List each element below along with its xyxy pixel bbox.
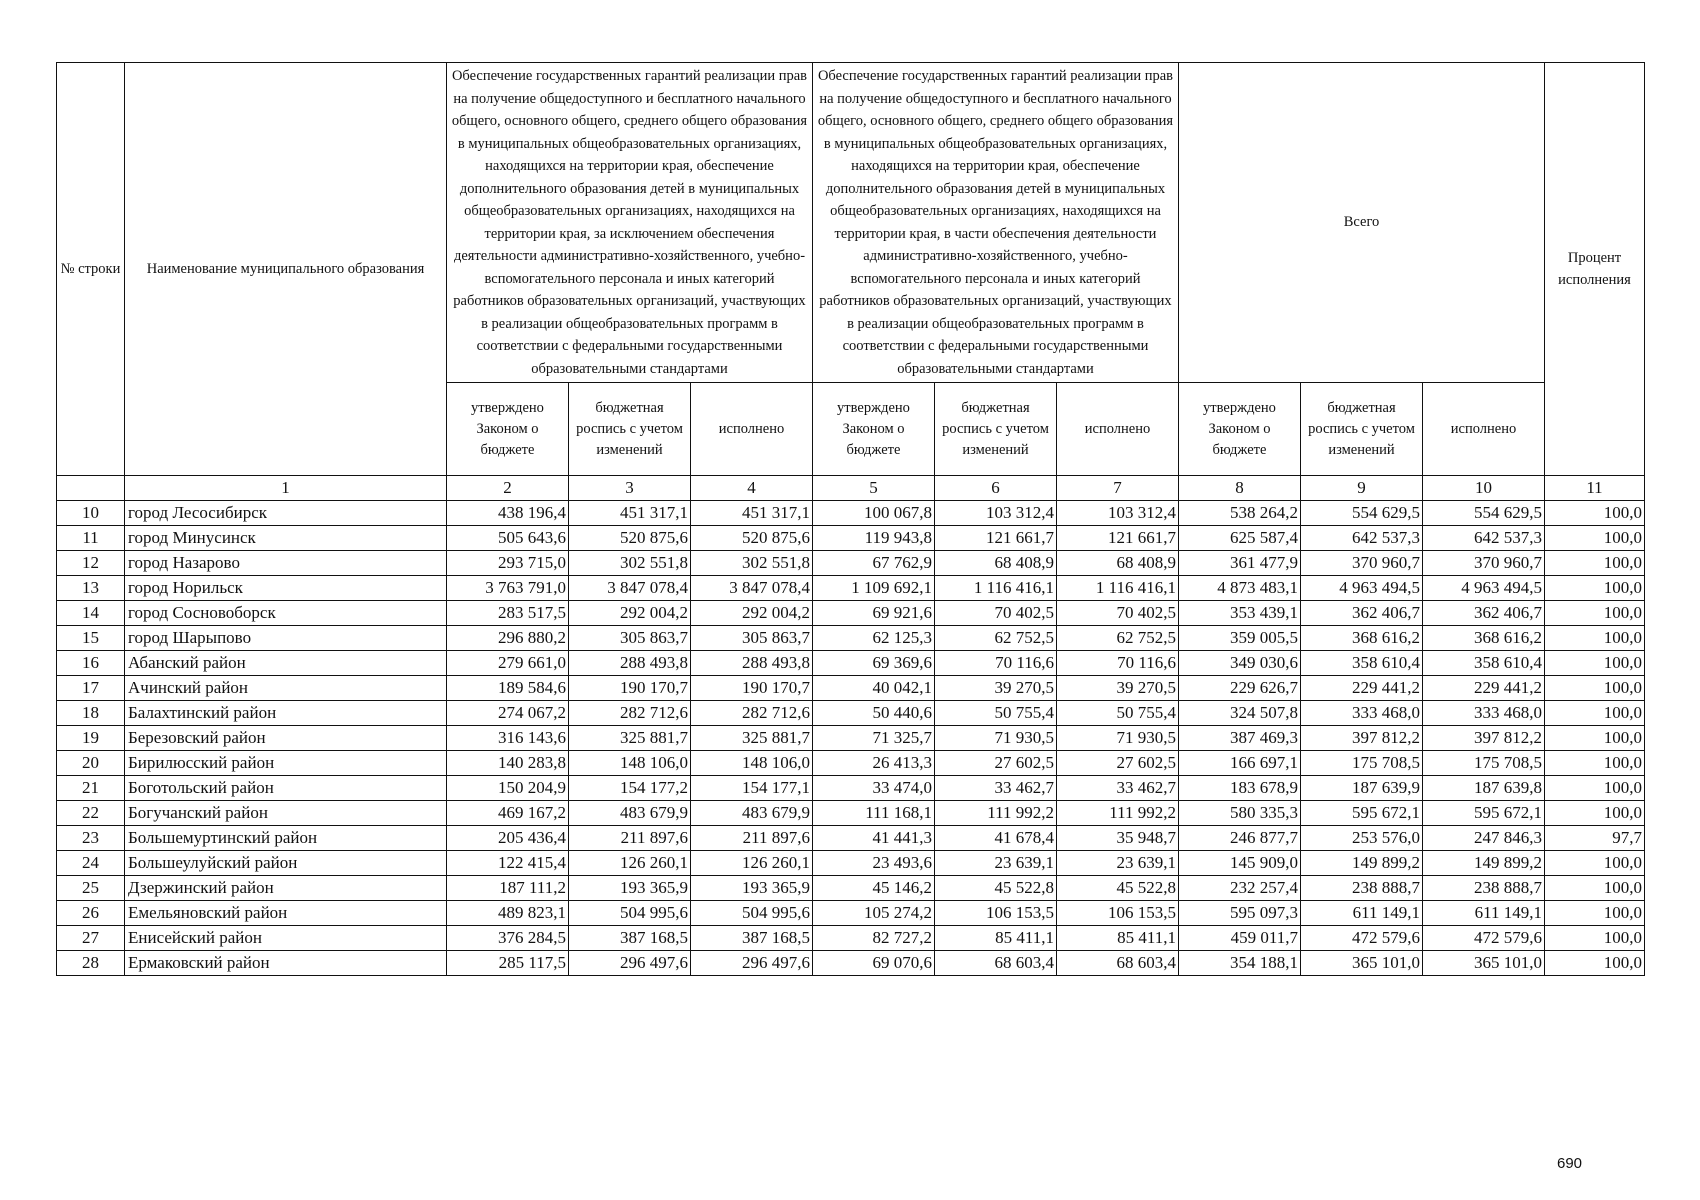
municipality-name-cell: город Минусинск — [125, 526, 447, 551]
value-cell: 105 274,2 — [813, 901, 935, 926]
value-cell: 71 930,5 — [1057, 726, 1179, 751]
column-number: 9 — [1301, 476, 1423, 501]
municipality-name-cell: Балахтинский район — [125, 701, 447, 726]
value-cell: 4 873 483,1 — [1179, 576, 1301, 601]
municipality-name-cell: Березовский район — [125, 726, 447, 751]
column-number: 4 — [691, 476, 813, 501]
value-cell: 23 639,1 — [1057, 851, 1179, 876]
value-cell: 611 149,1 — [1423, 901, 1545, 926]
row-number-cell: 21 — [57, 776, 125, 801]
value-cell: 238 888,7 — [1301, 876, 1423, 901]
value-cell: 4 963 494,5 — [1423, 576, 1545, 601]
value-cell: 68 603,4 — [935, 951, 1057, 976]
value-cell: 183 678,9 — [1179, 776, 1301, 801]
value-cell: 387 168,5 — [569, 926, 691, 951]
column-number-blank — [57, 476, 125, 501]
header-approved-2: утверждено Законом о бюджете — [813, 383, 935, 476]
value-cell: 642 537,3 — [1301, 526, 1423, 551]
value-cell: 1 116 416,1 — [1057, 576, 1179, 601]
value-cell: 279 661,0 — [447, 651, 569, 676]
column-number: 10 — [1423, 476, 1545, 501]
municipality-name-cell: Ермаковский район — [125, 951, 447, 976]
table-row — [57, 951, 1645, 976]
value-cell: 232 257,4 — [1179, 876, 1301, 901]
value-cell: 229 441,2 — [1423, 676, 1545, 701]
value-cell: 166 697,1 — [1179, 751, 1301, 776]
table-row — [57, 876, 1645, 901]
value-cell: 154 177,1 — [691, 776, 813, 801]
row-number-cell: 26 — [57, 901, 125, 926]
value-cell: 358 610,4 — [1423, 651, 1545, 676]
value-cell: 35 948,7 — [1057, 826, 1179, 851]
value-cell: 39 270,5 — [1057, 676, 1179, 701]
value-cell: 504 995,6 — [691, 901, 813, 926]
value-cell: 100,0 — [1545, 751, 1645, 776]
column-number-row — [57, 476, 1645, 501]
value-cell: 3 847 078,4 — [691, 576, 813, 601]
value-cell: 69 369,6 — [813, 651, 935, 676]
row-number-cell: 19 — [57, 726, 125, 751]
value-cell: 538 264,2 — [1179, 501, 1301, 526]
value-cell: 282 712,6 — [569, 701, 691, 726]
value-cell: 45 146,2 — [813, 876, 935, 901]
header-group-support-staff: Обеспечение государственных гарантий реализации прав на получение общедоступного и бесплатного начального общего, основного общего, среднего общего образования в муниципальных общеобразовательных организациях, находящихся на территории края, обеспечение дополнительного образования детей в муниципальных общеобразовательных организациях, находящихся на территории края, в части обеспечения деятельности административно-хозяйственного, учебно-вспомогательного персонала и иных категорий работников образовательных организаций, участвующих в реализации общеобразовательных программ в соответствии с федеральными государственными образовательными стандартами — [813, 63, 1179, 383]
value-cell: 292 004,2 — [569, 601, 691, 626]
value-cell: 68 408,9 — [935, 551, 1057, 576]
row-number-cell: 20 — [57, 751, 125, 776]
table-body — [57, 501, 1645, 976]
table-row — [57, 576, 1645, 601]
table-row — [57, 851, 1645, 876]
budget-table-sheet — [56, 62, 1645, 976]
value-cell: 33 462,7 — [1057, 776, 1179, 801]
row-number-cell: 24 — [57, 851, 125, 876]
value-cell: 288 493,8 — [569, 651, 691, 676]
value-cell: 397 812,2 — [1423, 726, 1545, 751]
value-cell: 70 116,6 — [1057, 651, 1179, 676]
value-cell: 27 602,5 — [1057, 751, 1179, 776]
header-row-number: № строки — [57, 63, 125, 476]
value-cell: 100,0 — [1545, 526, 1645, 551]
value-cell: 504 995,6 — [569, 901, 691, 926]
municipality-name-cell: город Назарово — [125, 551, 447, 576]
header-budget-1: бюджетная роспись с учетом изменений — [569, 383, 691, 476]
row-number-cell: 22 — [57, 801, 125, 826]
value-cell: 489 823,1 — [447, 901, 569, 926]
header-executed-3: исполнено — [1423, 383, 1545, 476]
value-cell: 302 551,8 — [569, 551, 691, 576]
value-cell: 39 270,5 — [935, 676, 1057, 701]
value-cell: 333 468,0 — [1423, 701, 1545, 726]
value-cell: 358 610,4 — [1301, 651, 1423, 676]
municipality-name-cell: Енисейский район — [125, 926, 447, 951]
value-cell: 187 639,8 — [1423, 776, 1545, 801]
column-number: 7 — [1057, 476, 1179, 501]
value-cell: 148 106,0 — [691, 751, 813, 776]
value-cell: 100,0 — [1545, 551, 1645, 576]
value-cell: 62 125,3 — [813, 626, 935, 651]
value-cell: 27 602,5 — [935, 751, 1057, 776]
value-cell: 520 875,6 — [691, 526, 813, 551]
value-cell: 293 715,0 — [447, 551, 569, 576]
value-cell: 100,0 — [1545, 876, 1645, 901]
value-cell: 189 584,6 — [447, 676, 569, 701]
column-number: 11 — [1545, 476, 1645, 501]
row-number-cell: 11 — [57, 526, 125, 551]
value-cell: 370 960,7 — [1301, 551, 1423, 576]
table-row — [57, 701, 1645, 726]
value-cell: 145 909,0 — [1179, 851, 1301, 876]
table-row — [57, 651, 1645, 676]
row-number-cell: 12 — [57, 551, 125, 576]
value-cell: 41 441,3 — [813, 826, 935, 851]
value-cell: 71 325,7 — [813, 726, 935, 751]
row-number-cell: 28 — [57, 951, 125, 976]
value-cell: 359 005,5 — [1179, 626, 1301, 651]
value-cell: 40 042,1 — [813, 676, 935, 701]
header-group-row — [57, 63, 1645, 383]
value-cell: 580 335,3 — [1179, 801, 1301, 826]
value-cell: 122 415,4 — [447, 851, 569, 876]
value-cell: 50 755,4 — [1057, 701, 1179, 726]
value-cell: 45 522,8 — [1057, 876, 1179, 901]
value-cell: 505 643,6 — [447, 526, 569, 551]
value-cell: 70 116,6 — [935, 651, 1057, 676]
value-cell: 611 149,1 — [1301, 901, 1423, 926]
value-cell: 3 847 078,4 — [569, 576, 691, 601]
value-cell: 642 537,3 — [1423, 526, 1545, 551]
value-cell: 459 011,7 — [1179, 926, 1301, 951]
value-cell: 41 678,4 — [935, 826, 1057, 851]
value-cell: 305 863,7 — [569, 626, 691, 651]
value-cell: 451 317,1 — [569, 501, 691, 526]
header-approved-3: утверждено Законом о бюджете — [1179, 383, 1301, 476]
header-budget-2: бюджетная роспись с учетом изменений — [935, 383, 1057, 476]
value-cell: 483 679,9 — [569, 801, 691, 826]
header-group-total: Всего — [1179, 63, 1545, 383]
value-cell: 472 579,6 — [1301, 926, 1423, 951]
value-cell: 625 587,4 — [1179, 526, 1301, 551]
header-municipality-name: Наименование муниципального образования — [125, 63, 447, 476]
column-number: 5 — [813, 476, 935, 501]
value-cell: 126 260,1 — [569, 851, 691, 876]
value-cell: 100,0 — [1545, 626, 1645, 651]
row-number-cell: 14 — [57, 601, 125, 626]
value-cell: 100,0 — [1545, 851, 1645, 876]
value-cell: 368 616,2 — [1423, 626, 1545, 651]
value-cell: 106 153,5 — [1057, 901, 1179, 926]
value-cell: 100,0 — [1545, 701, 1645, 726]
value-cell: 1 116 416,1 — [935, 576, 1057, 601]
table-row — [57, 751, 1645, 776]
value-cell: 387 168,5 — [691, 926, 813, 951]
header-executed-1: исполнено — [691, 383, 813, 476]
value-cell: 365 101,0 — [1301, 951, 1423, 976]
value-cell: 483 679,9 — [691, 801, 813, 826]
value-cell: 211 897,6 — [569, 826, 691, 851]
value-cell: 365 101,0 — [1423, 951, 1545, 976]
row-number-cell: 10 — [57, 501, 125, 526]
value-cell: 302 551,8 — [691, 551, 813, 576]
value-cell: 100,0 — [1545, 926, 1645, 951]
table-row — [57, 676, 1645, 701]
municipality-name-cell: Абанский район — [125, 651, 447, 676]
value-cell: 349 030,6 — [1179, 651, 1301, 676]
value-cell: 103 312,4 — [1057, 501, 1179, 526]
value-cell: 3 763 791,0 — [447, 576, 569, 601]
value-cell: 469 167,2 — [447, 801, 569, 826]
value-cell: 324 507,8 — [1179, 701, 1301, 726]
row-number-cell: 17 — [57, 676, 125, 701]
value-cell: 285 117,5 — [447, 951, 569, 976]
budget-execution-table — [56, 62, 1645, 976]
value-cell: 100,0 — [1545, 726, 1645, 751]
value-cell: 1 109 692,1 — [813, 576, 935, 601]
value-cell: 253 576,0 — [1301, 826, 1423, 851]
value-cell: 149 899,2 — [1301, 851, 1423, 876]
table-row — [57, 601, 1645, 626]
column-number: 8 — [1179, 476, 1301, 501]
value-cell: 595 672,1 — [1423, 801, 1545, 826]
value-cell: 62 752,5 — [1057, 626, 1179, 651]
value-cell: 175 708,5 — [1423, 751, 1545, 776]
municipality-name-cell: Богучанский район — [125, 801, 447, 826]
value-cell: 33 474,0 — [813, 776, 935, 801]
column-number: 6 — [935, 476, 1057, 501]
value-cell: 103 312,4 — [935, 501, 1057, 526]
value-cell: 175 708,5 — [1301, 751, 1423, 776]
value-cell: 100,0 — [1545, 901, 1645, 926]
table-row — [57, 926, 1645, 951]
value-cell: 149 899,2 — [1423, 851, 1545, 876]
value-cell: 100,0 — [1545, 651, 1645, 676]
value-cell: 23 493,6 — [813, 851, 935, 876]
value-cell: 121 661,7 — [935, 526, 1057, 551]
value-cell: 211 897,6 — [691, 826, 813, 851]
table-row — [57, 826, 1645, 851]
value-cell: 33 462,7 — [935, 776, 1057, 801]
table-row — [57, 551, 1645, 576]
value-cell: 26 413,3 — [813, 751, 935, 776]
value-cell: 23 639,1 — [935, 851, 1057, 876]
value-cell: 62 752,5 — [935, 626, 1057, 651]
value-cell: 296 497,6 — [569, 951, 691, 976]
municipality-name-cell: Большеулуйский район — [125, 851, 447, 876]
value-cell: 4 963 494,5 — [1301, 576, 1423, 601]
value-cell: 100,0 — [1545, 776, 1645, 801]
header-executed-2: исполнено — [1057, 383, 1179, 476]
table-row — [57, 901, 1645, 926]
value-cell: 354 188,1 — [1179, 951, 1301, 976]
value-cell: 70 402,5 — [1057, 601, 1179, 626]
value-cell: 148 106,0 — [569, 751, 691, 776]
value-cell: 376 284,5 — [447, 926, 569, 951]
column-number: 1 — [125, 476, 447, 501]
value-cell: 100,0 — [1545, 576, 1645, 601]
value-cell: 296 880,2 — [447, 626, 569, 651]
value-cell: 50 755,4 — [935, 701, 1057, 726]
value-cell: 397 812,2 — [1301, 726, 1423, 751]
value-cell: 100,0 — [1545, 801, 1645, 826]
value-cell: 68 408,9 — [1057, 551, 1179, 576]
municipality-name-cell: Емельяновский район — [125, 901, 447, 926]
value-cell: 238 888,7 — [1423, 876, 1545, 901]
value-cell: 451 317,1 — [691, 501, 813, 526]
value-cell: 100 067,8 — [813, 501, 935, 526]
row-number-cell: 13 — [57, 576, 125, 601]
value-cell: 126 260,1 — [691, 851, 813, 876]
header-percent-execution: Процент исполнения — [1545, 63, 1645, 476]
value-cell: 100,0 — [1545, 601, 1645, 626]
value-cell: 193 365,9 — [691, 876, 813, 901]
value-cell: 246 877,7 — [1179, 826, 1301, 851]
value-cell: 554 629,5 — [1423, 501, 1545, 526]
page-number: 690 — [1557, 1155, 1583, 1172]
municipality-name-cell: Боготольский район — [125, 776, 447, 801]
value-cell: 325 881,7 — [569, 726, 691, 751]
header-budget-3: бюджетная роспись с учетом изменений — [1301, 383, 1423, 476]
value-cell: 520 875,6 — [569, 526, 691, 551]
value-cell: 438 196,4 — [447, 501, 569, 526]
row-number-cell: 25 — [57, 876, 125, 901]
value-cell: 154 177,2 — [569, 776, 691, 801]
value-cell: 187 111,2 — [447, 876, 569, 901]
value-cell: 100,0 — [1545, 951, 1645, 976]
value-cell: 50 440,6 — [813, 701, 935, 726]
value-cell: 282 712,6 — [691, 701, 813, 726]
value-cell: 472 579,6 — [1423, 926, 1545, 951]
value-cell: 229 441,2 — [1301, 676, 1423, 701]
value-cell: 274 067,2 — [447, 701, 569, 726]
value-cell: 229 626,7 — [1179, 676, 1301, 701]
value-cell: 68 603,4 — [1057, 951, 1179, 976]
value-cell: 353 439,1 — [1179, 601, 1301, 626]
value-cell: 288 493,8 — [691, 651, 813, 676]
row-number-cell: 16 — [57, 651, 125, 676]
value-cell: 119 943,8 — [813, 526, 935, 551]
value-cell: 362 406,7 — [1423, 601, 1545, 626]
value-cell: 71 930,5 — [935, 726, 1057, 751]
value-cell: 70 402,5 — [935, 601, 1057, 626]
table-row — [57, 501, 1645, 526]
value-cell: 69 921,6 — [813, 601, 935, 626]
value-cell: 361 477,9 — [1179, 551, 1301, 576]
value-cell: 296 497,6 — [691, 951, 813, 976]
municipality-name-cell: Ачинский район — [125, 676, 447, 701]
table-row — [57, 801, 1645, 826]
value-cell: 121 661,7 — [1057, 526, 1179, 551]
value-cell: 554 629,5 — [1301, 501, 1423, 526]
value-cell: 111 168,1 — [813, 801, 935, 826]
municipality-name-cell: Дзержинский район — [125, 876, 447, 901]
value-cell: 67 762,9 — [813, 551, 935, 576]
value-cell: 368 616,2 — [1301, 626, 1423, 651]
value-cell: 111 992,2 — [935, 801, 1057, 826]
value-cell: 193 365,9 — [569, 876, 691, 901]
table-row — [57, 526, 1645, 551]
value-cell: 45 522,8 — [935, 876, 1057, 901]
table-row — [57, 726, 1645, 751]
value-cell: 362 406,7 — [1301, 601, 1423, 626]
municipality-name-cell: город Сосновоборск — [125, 601, 447, 626]
value-cell: 305 863,7 — [691, 626, 813, 651]
value-cell: 325 881,7 — [691, 726, 813, 751]
value-cell: 595 097,3 — [1179, 901, 1301, 926]
column-number: 2 — [447, 476, 569, 501]
row-number-cell: 18 — [57, 701, 125, 726]
value-cell: 333 468,0 — [1301, 701, 1423, 726]
value-cell: 205 436,4 — [447, 826, 569, 851]
value-cell: 150 204,9 — [447, 776, 569, 801]
value-cell: 292 004,2 — [691, 601, 813, 626]
table-row — [57, 776, 1645, 801]
value-cell: 85 411,1 — [935, 926, 1057, 951]
value-cell: 247 846,3 — [1423, 826, 1545, 851]
value-cell: 283 517,5 — [447, 601, 569, 626]
value-cell: 387 469,3 — [1179, 726, 1301, 751]
column-number: 3 — [569, 476, 691, 501]
municipality-name-cell: Большемуртинский район — [125, 826, 447, 851]
value-cell: 85 411,1 — [1057, 926, 1179, 951]
value-cell: 111 992,2 — [1057, 801, 1179, 826]
row-number-cell: 23 — [57, 826, 125, 851]
value-cell: 595 672,1 — [1301, 801, 1423, 826]
municipality-name-cell: Бирилюсский район — [125, 751, 447, 776]
row-number-cell: 27 — [57, 926, 125, 951]
value-cell: 82 727,2 — [813, 926, 935, 951]
value-cell: 100,0 — [1545, 676, 1645, 701]
value-cell: 97,7 — [1545, 826, 1645, 851]
header-approved-1: утверждено Законом о бюджете — [447, 383, 569, 476]
table-row — [57, 626, 1645, 651]
value-cell: 100,0 — [1545, 501, 1645, 526]
row-number-cell: 15 — [57, 626, 125, 651]
value-cell: 190 170,7 — [691, 676, 813, 701]
value-cell: 140 283,8 — [447, 751, 569, 776]
value-cell: 69 070,6 — [813, 951, 935, 976]
municipality-name-cell: город Норильск — [125, 576, 447, 601]
value-cell: 370 960,7 — [1423, 551, 1545, 576]
value-cell: 190 170,7 — [569, 676, 691, 701]
municipality-name-cell: город Шарыпово — [125, 626, 447, 651]
value-cell: 316 143,6 — [447, 726, 569, 751]
header-group-main-staff: Обеспечение государственных гарантий реализации прав на получение общедоступного и бесплатного начального общего, основного общего, среднего общего образования в муниципальных общеобразовательных организациях, находящихся на территории края, обеспечение дополнительного образования детей в муниципальных общеобразовательных организациях, находящихся на территории края, за исключением обеспечения деятельности административно-хозяйственного, учебно-вспомогательного персонала и иных категорий работников образовательных организаций, участвующих в реализации общеобразовательных программ в соответствии с федеральными государственными образовательными стандартами — [447, 63, 813, 383]
municipality-name-cell: город Лесосибирск — [125, 501, 447, 526]
value-cell: 187 639,9 — [1301, 776, 1423, 801]
value-cell: 106 153,5 — [935, 901, 1057, 926]
